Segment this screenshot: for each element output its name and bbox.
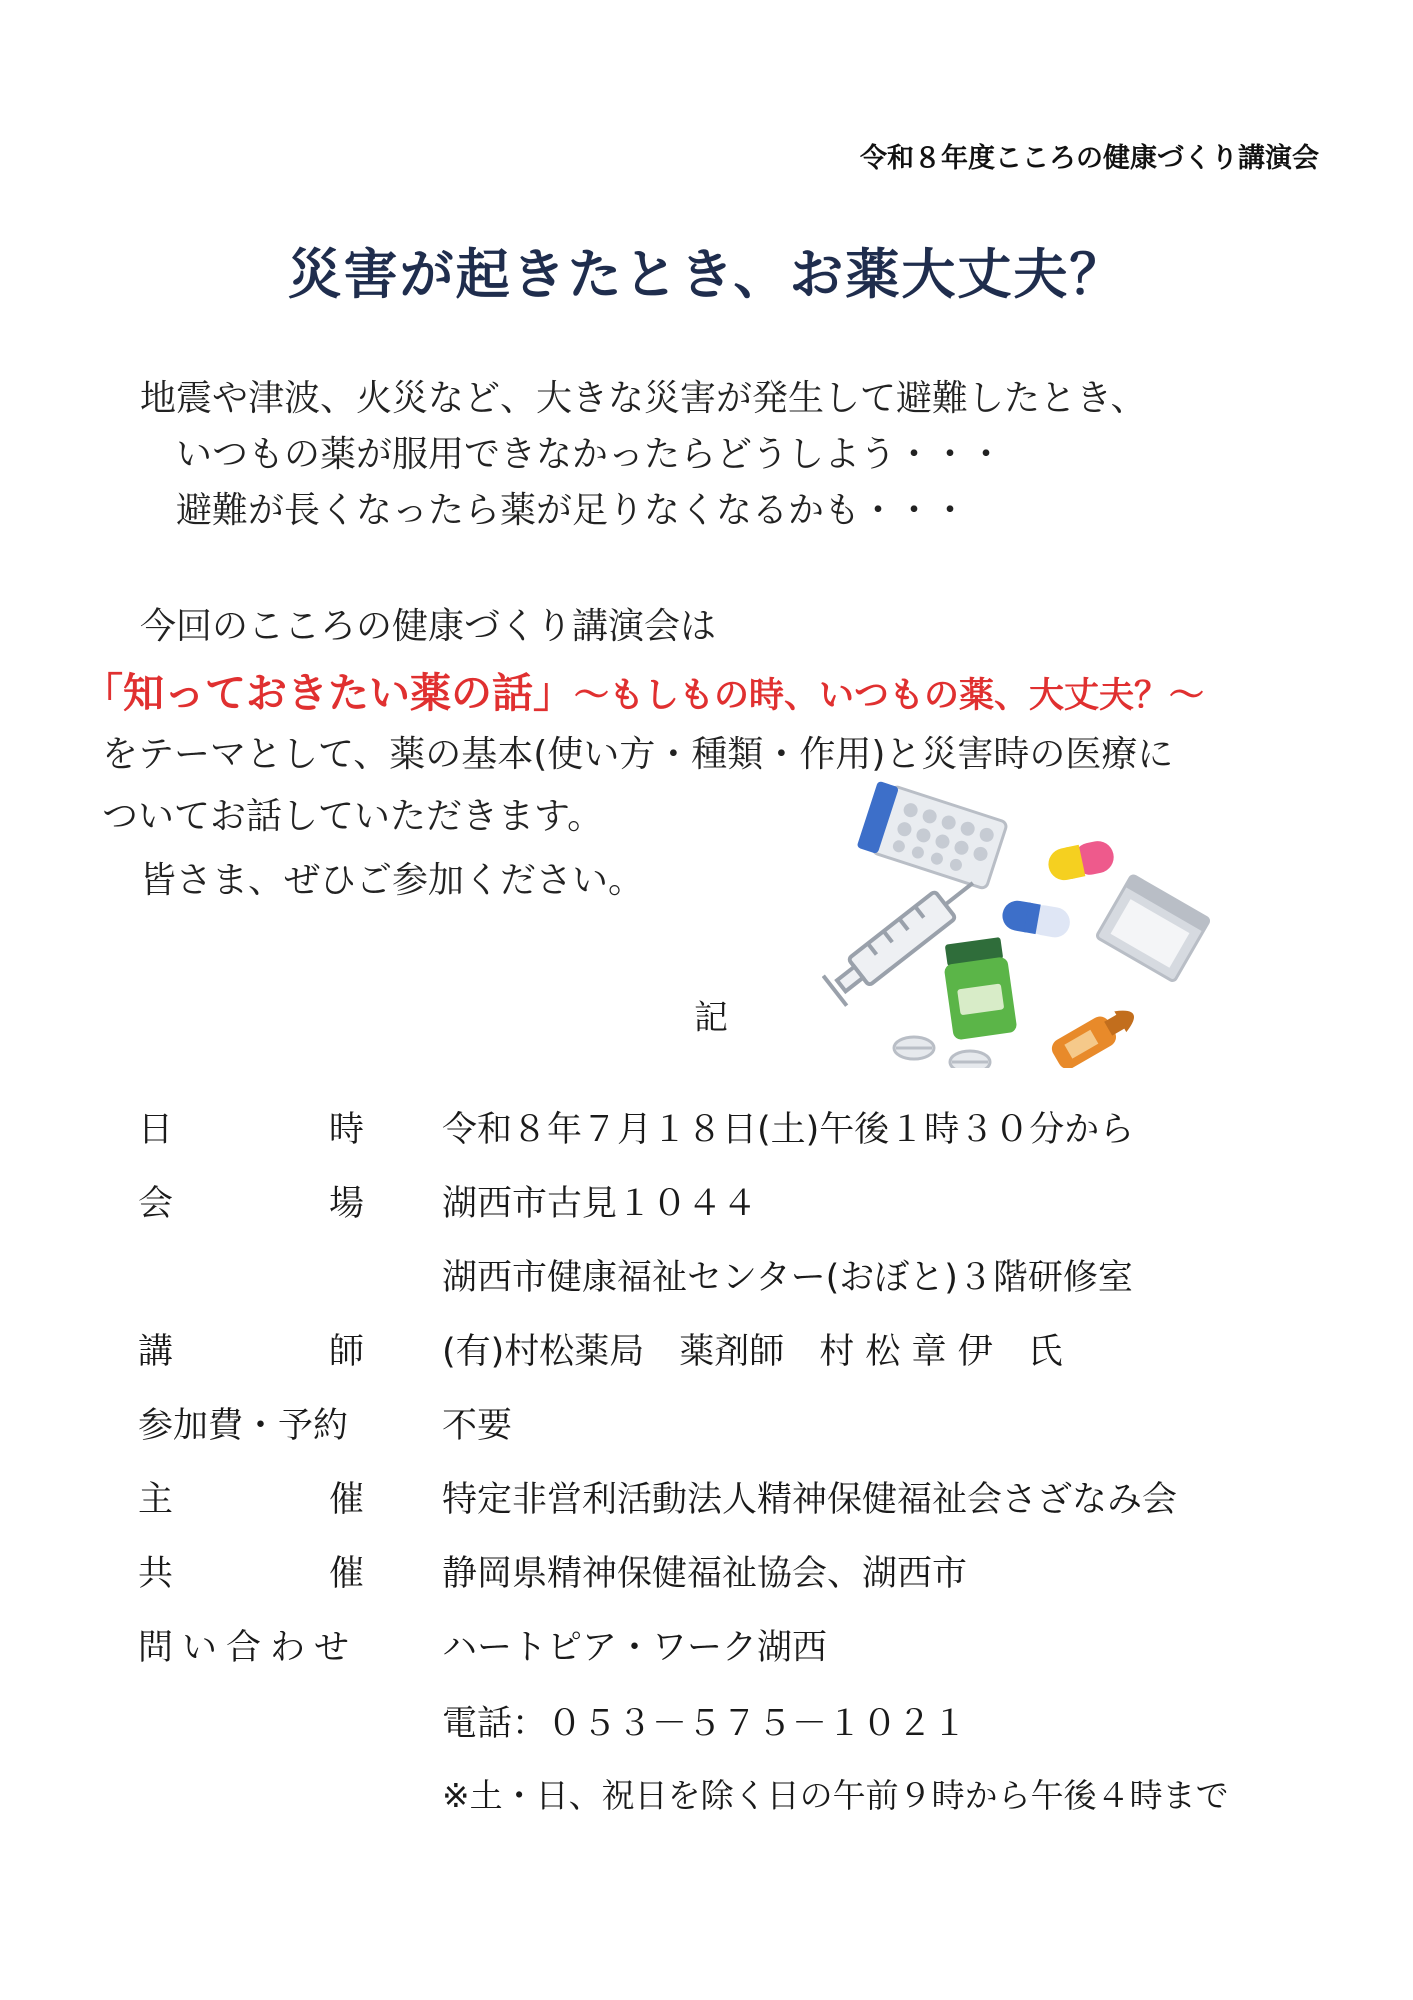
datetime-label-a: 日 <box>138 1110 174 1150</box>
lecturer-label-a: 講 <box>138 1332 174 1372</box>
theme-highlight <box>82 660 1204 719</box>
event-series-label: 令和８年度こころの健康づくり講演会 <box>860 143 1319 174</box>
contact-phone: 電話：０５３－５７５－１０２１ <box>442 1704 968 1744</box>
theme-lead: 今回のこころの健康づくり講演会は <box>140 606 717 647</box>
fee-label-text: 参加費・予約 <box>138 1406 349 1446</box>
contact-label <box>138 1620 364 1670</box>
intro-line-3: 避難が長くなったら薬が足りなくなるかも・・・ <box>176 490 969 531</box>
venue-label <box>138 1176 364 1226</box>
theme-description-1: をテーマとして、薬の基本(使い方・種類・作用)と災害時の医療に <box>102 734 1174 775</box>
medicine-illustration <box>822 780 1220 1068</box>
fee-label <box>138 1398 364 1448</box>
datetime-label-b: 時 <box>328 1110 364 1150</box>
organizer-label <box>138 1472 364 1522</box>
venue-label-a: 会 <box>138 1184 174 1224</box>
theme-subtitle: ～もしもの時、いつもの薬、大丈夫？～ <box>574 676 1205 716</box>
co-organizer-label-b: 催 <box>328 1554 364 1594</box>
theme-main-title: 「知っておきたい薬の話」 <box>82 669 574 717</box>
ki-mark: 記 <box>694 998 728 1038</box>
lecturer-label <box>138 1324 364 1374</box>
organizer-label-b: 催 <box>328 1480 364 1520</box>
medicine-icon <box>823 781 1210 1068</box>
co-organizer-label-a: 共 <box>138 1554 174 1594</box>
venue-address: 湖西市古見１０４４ <box>442 1184 758 1224</box>
lecturer-label-b: 師 <box>328 1332 364 1372</box>
venue-room: 湖西市健康福祉センター(おぼと)３階研修室 <box>442 1258 1133 1298</box>
organizer-label-a: 主 <box>138 1480 174 1520</box>
venue-label-b: 場 <box>328 1184 364 1224</box>
fee-value: 不要 <box>442 1406 513 1446</box>
co-organizer-label <box>138 1546 364 1596</box>
contact-hours: ※土・日、祝日を除く日の午前９時から午後４時まで <box>442 1776 1229 1815</box>
co-organizer-value: 静岡県精神保健福祉協会、湖西市 <box>442 1554 968 1594</box>
lecturer-value: (有)村松薬局 薬剤師 村 松 章 伊 氏 <box>442 1332 1063 1372</box>
intro-line-1: 地震や津波、火災など、大きな災害が発生して避難したとき、 <box>140 378 1147 419</box>
page-title: 災害が起きたとき、お薬大丈夫？ <box>287 243 1126 306</box>
theme-description-2: ついてお話していただきます。 <box>102 796 604 837</box>
contact-label-text: 問い合わせ <box>138 1628 359 1668</box>
contact-value: ハートピア・ワーク湖西 <box>442 1628 828 1668</box>
invitation-text: 皆さま、ぜひご参加ください。 <box>140 860 645 901</box>
datetime-value: 令和８年７月１８日(土)午後１時３０分から <box>442 1110 1135 1150</box>
intro-line-2: いつもの薬が服用できなかったらどうしよう・・・ <box>176 434 1005 475</box>
organizer-value: 特定非営利活動法人精神保健福祉会さざなみ会 <box>442 1480 1178 1520</box>
datetime-label <box>138 1102 364 1152</box>
